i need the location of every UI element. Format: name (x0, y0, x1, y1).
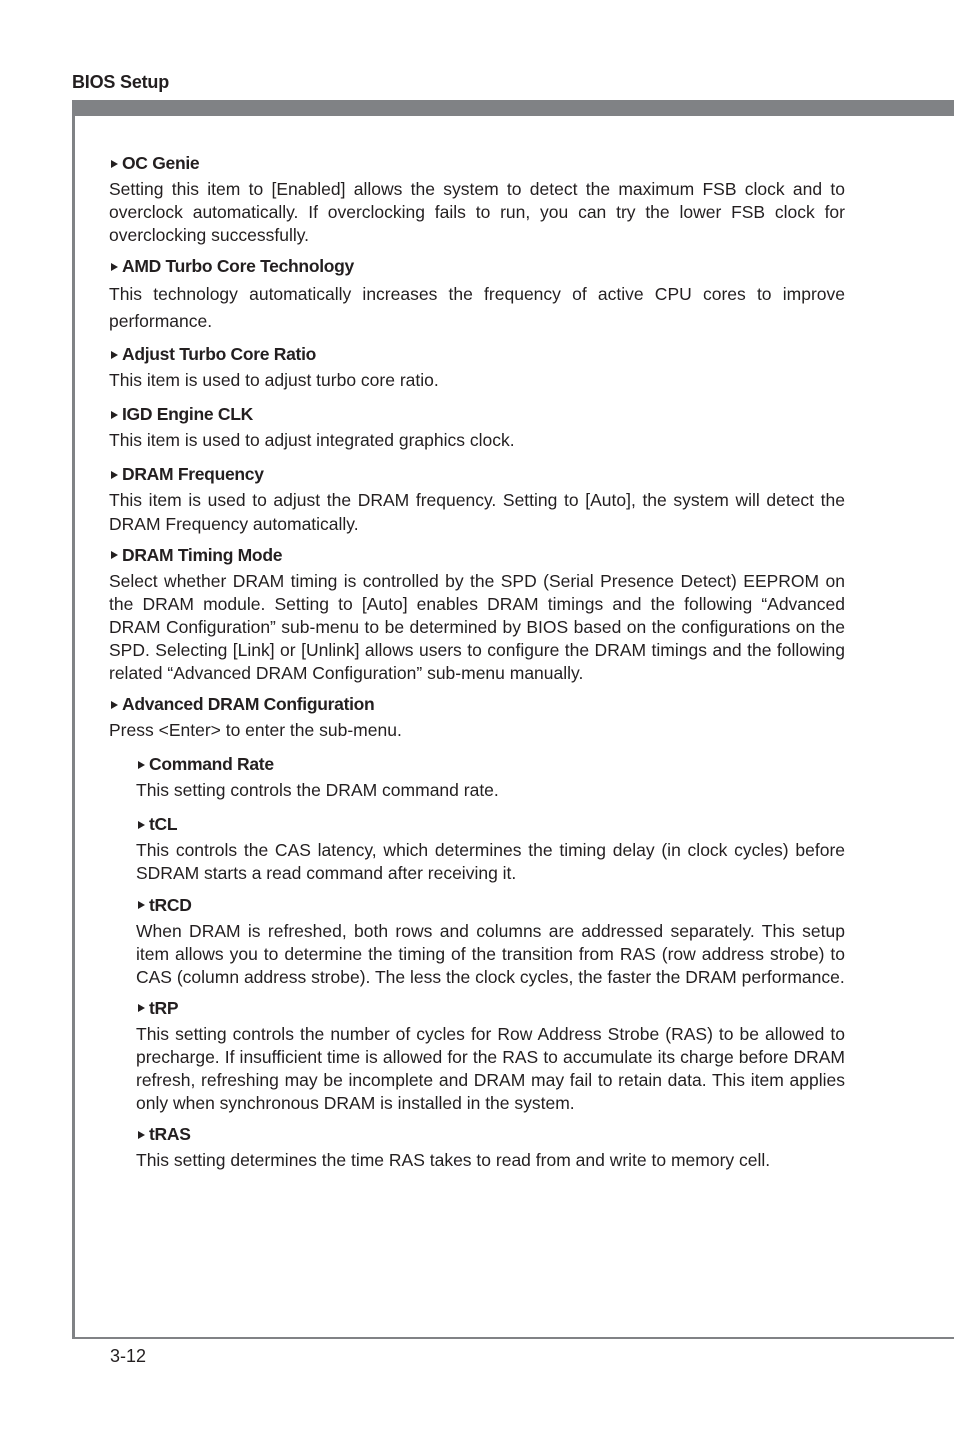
page-header-title: BIOS Setup (72, 72, 170, 92)
item-title: tRP (149, 997, 179, 1018)
item-tras (136, 1123, 845, 1172)
item-description: Press <Enter> to enter the sub-menu. (109, 720, 402, 741)
item-description: Setting this item to [Enabled] allows the system to detect the maximum FSB clock and to overclock automatically. If overclocking fails to run, you can try the lower FSB clock for overclocking successfully. (109, 179, 845, 246)
item-command-rate (136, 753, 845, 802)
item-adjust-turbo-core-ratio (109, 343, 845, 392)
arrow-bullet-icon (111, 411, 118, 419)
arrow-bullet-icon (111, 263, 118, 271)
item-title: Adjust Turbo Core Ratio (122, 344, 317, 365)
item-title: AMD Turbo Core Technology (122, 256, 354, 277)
item-title: DRAM Timing Mode (122, 544, 283, 565)
arrow-bullet-icon (111, 160, 118, 168)
item-trcd (136, 894, 845, 989)
arrow-bullet-icon (138, 761, 145, 769)
item-title: tRAS (149, 1124, 191, 1145)
item-description: This technology automatically increases the frequency of active CPU cores to improve performance. (109, 284, 845, 332)
item-title: tRCD (149, 894, 192, 915)
item-tcl (136, 813, 845, 885)
item-description: Select whether DRAM timing is controlled by the SPD (Serial Presence Detect) EEPROM on the DRAM module. Setting to [Auto] enables DRAM timings and the following “Advanced DRAM Configuration” sub-menu to be determined by BIOS based on the configurations on the SPD. Selecting [Link] or [Unlink] allows users to configure the DRAM timings and the following related “Advanced DRAM Configuration” sub-menu manually. (109, 570, 845, 684)
item-igd-engine-clk (109, 403, 845, 452)
item-description: This item is used to adjust integrated graphics clock. (109, 430, 515, 451)
arrow-bullet-icon (111, 471, 118, 479)
arrow-bullet-icon (111, 351, 118, 359)
item-amd-turbo-core-technology (109, 255, 845, 335)
arrow-bullet-icon (111, 701, 118, 709)
footer-rule (72, 1337, 954, 1339)
content-area (109, 150, 845, 1172)
item-dram-timing-mode (109, 544, 845, 685)
item-title: OC Genie (122, 153, 200, 173)
item-description: When DRAM is refreshed, both rows and columns are addressed separately. This setup item allows you to determine the timing of the transition from RAS (row address strobe) to CAS (column address strobe). The less the clock cycles, the faster the DRAM performance. (136, 920, 845, 987)
item-advanced-dram-configuration (109, 693, 845, 742)
arrow-bullet-icon (138, 821, 145, 829)
left-margin-rule (72, 100, 75, 1339)
item-description: This controls the CAS latency, which determines the timing delay (in clock cycles) before SDRAM starts a read command after receiving it. (136, 840, 845, 884)
page-number: 3-12 (110, 1346, 147, 1366)
item-title: IGD Engine CLK (122, 404, 253, 425)
item-description: This item is used to adjust the DRAM frequency. Setting to [Auto], the system will detect the DRAM Frequency automatically. (109, 490, 845, 534)
item-description: This setting determines the time RAS takes to read from and write to memory cell. (136, 1150, 771, 1171)
item-oc-genie (109, 152, 845, 247)
item-title: DRAM Frequency (122, 464, 264, 485)
arrow-bullet-icon (111, 551, 118, 559)
item-description: This setting controls the DRAM command rate. (136, 780, 499, 801)
item-title: Command Rate (149, 754, 274, 775)
item-title: Advanced DRAM Configuration (122, 694, 375, 715)
arrow-bullet-icon (138, 1004, 145, 1012)
header-rule (72, 100, 954, 116)
item-description: This setting controls the number of cycles for Row Address Strobe (RAS) to be allowed to precharge. If insufficient time is allowed for the RAS to accumulate its charge before DRAM refresh, refreshing may be incomplete and DRAM may fail to retain data. This item applies only when synchronous DRAM is installed in the system. (136, 1023, 845, 1114)
item-description: This item is used to adjust turbo core ratio. (109, 370, 439, 391)
arrow-bullet-icon (138, 901, 145, 909)
item-title: tCL (149, 814, 178, 835)
item-dram-frequency (109, 463, 845, 535)
arrow-bullet-icon (138, 1131, 145, 1139)
item-trp (136, 997, 845, 1115)
